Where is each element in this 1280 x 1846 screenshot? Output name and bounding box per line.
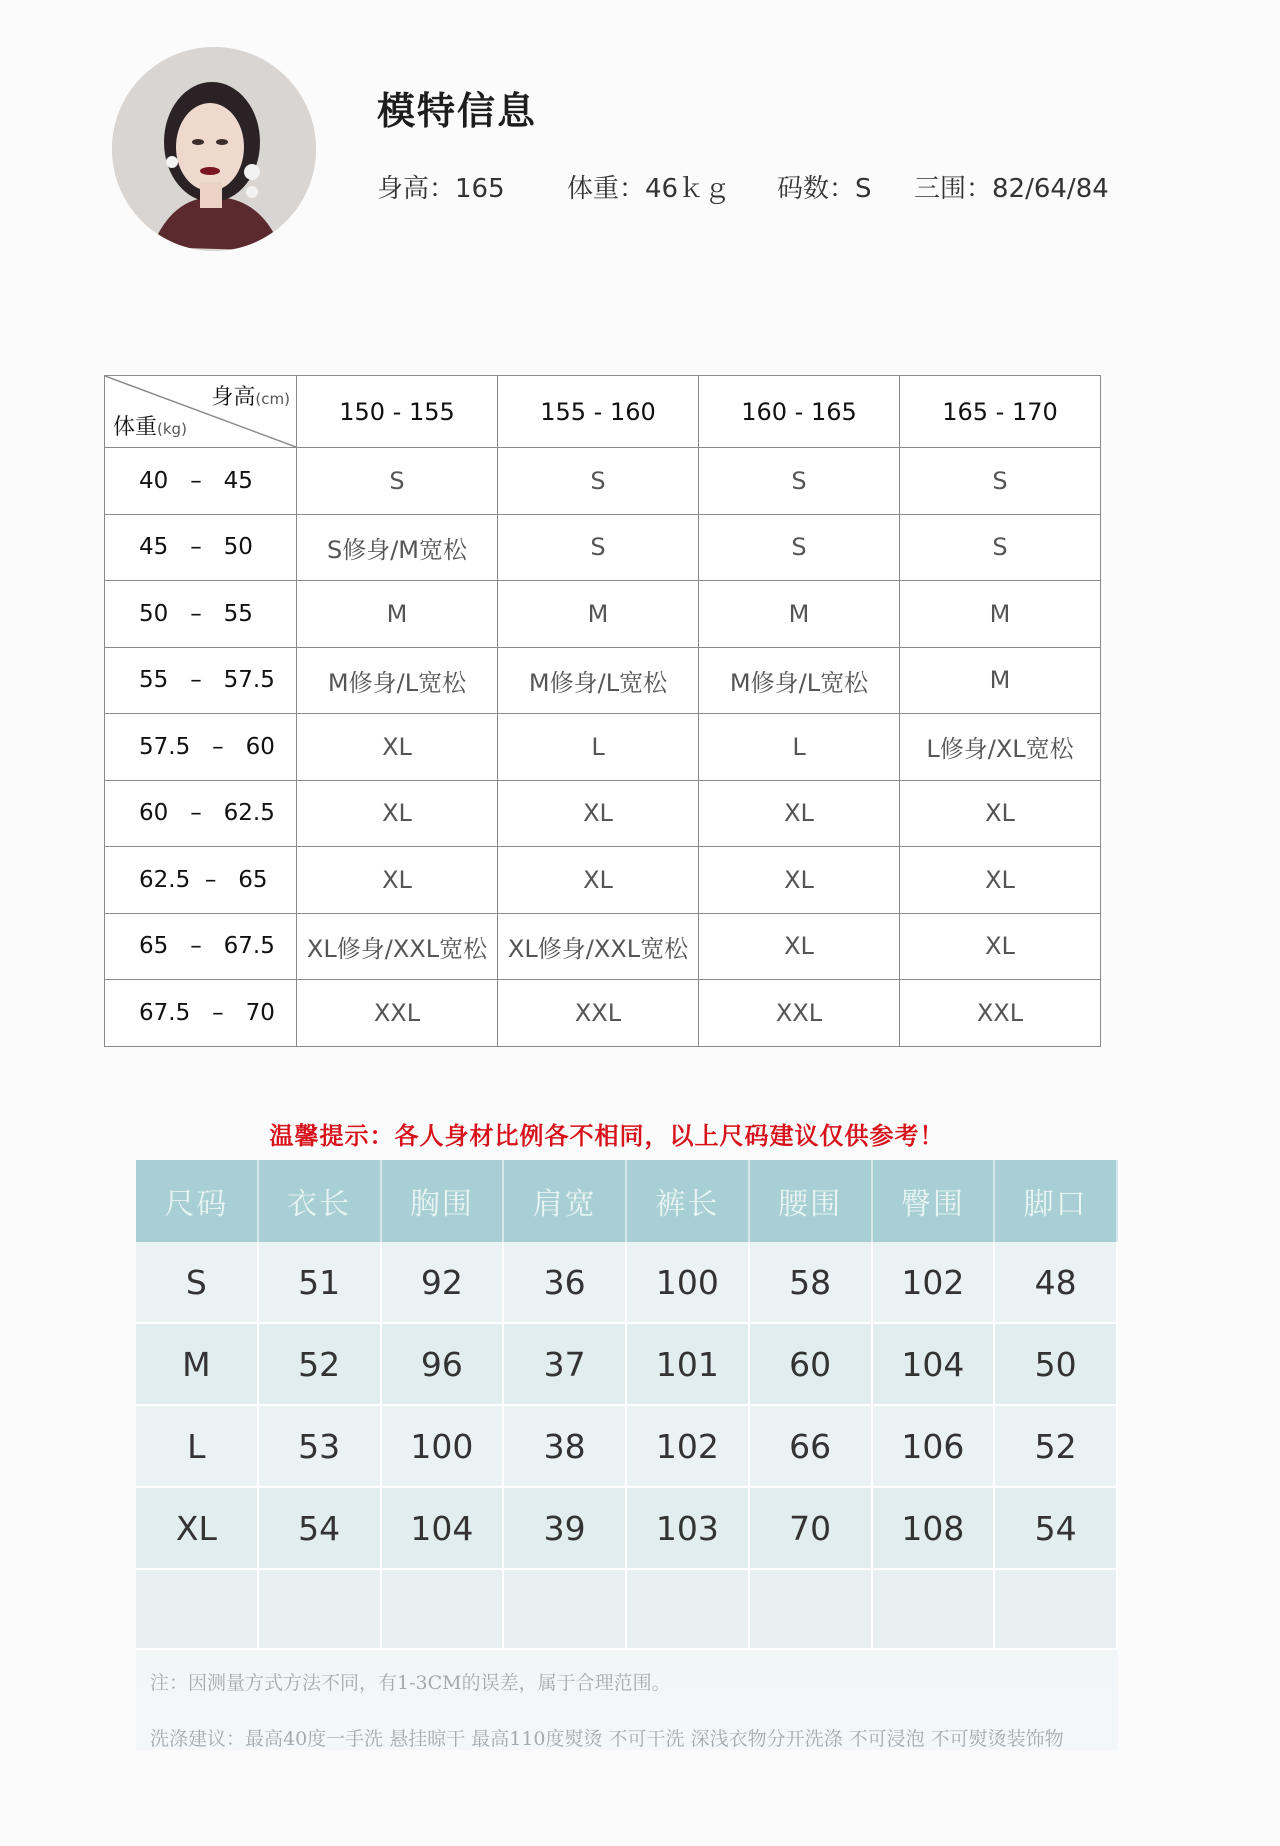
measurement-cell: 53 [259,1406,382,1488]
table-row [136,1242,1118,1324]
measurement-cell: 96 [382,1324,505,1406]
height-range-header: 160 - 165 [699,376,900,448]
measurement-cell: 108 [873,1488,996,1570]
measurement-cell: 103 [627,1488,750,1570]
measurement-cell: 52 [995,1406,1118,1488]
height-range-header: 165 - 170 [900,376,1101,448]
corner-weight-label: 体重(kg) [113,415,187,440]
model-info-title: 模特信息 [377,89,538,133]
table-row [105,714,1101,781]
size-cell: XXL [498,980,699,1047]
size-cell: M修身/L宽松 [699,647,900,714]
measurement-cell: M [136,1324,259,1406]
washing-instructions: 洗涤建议：最高40度一手洗 悬挂晾干 最高110度熨烫 不可干洗 深浅衣物分开洗涤 不可浸泡 不可熨烫装饰物 [150,1728,1064,1750]
size-cell: XL [699,780,900,847]
size-tip-text: 温馨提示：各人身材比例各不相同，以上尺码建议仅供参考！ [269,1121,945,1150]
measurement-cell: 54 [259,1488,382,1570]
size-cell: XL修身/XXL宽松 [498,913,699,980]
table-row [105,581,1101,648]
measurement-cell: XL [136,1488,259,1570]
measurement-header: 尺码 [136,1160,259,1242]
size-cell: XL修身/XXL宽松 [297,913,498,980]
size-cell: XXL [297,980,498,1047]
measurement-cell: 52 [259,1324,382,1406]
table-row-empty [136,1570,1118,1650]
measurement-header: 臀围 [873,1160,996,1242]
table-row [105,913,1101,980]
measurement-header: 裤长 [627,1160,750,1242]
model-photo [112,47,316,251]
table-row [136,1324,1118,1406]
measurement-cell: S [136,1242,259,1324]
table-header-row [105,376,1101,448]
measurement-cell: 70 [750,1488,873,1570]
model-stats [377,168,1109,205]
measurement-cell: 100 [382,1406,505,1488]
size-cell: XL [498,847,699,914]
measurement-header-row [136,1160,1118,1242]
measurement-cell: 104 [382,1488,505,1570]
size-tip [0,1116,1280,1151]
table-row [105,448,1101,515]
size-cell: L [699,714,900,781]
measurement-note: 注：因测量方式方法不同，有1-3CM的误差，属于合理范围。 [150,1672,671,1694]
measurement-cell: 54 [995,1488,1118,1570]
empty-cell [750,1570,873,1650]
measurement-cell: 58 [750,1242,873,1324]
weight-range: 55 – 57.5 [105,647,297,714]
measurement-cell: 37 [504,1324,627,1406]
measurement-header: 肩宽 [504,1160,627,1242]
size-cell: S [699,514,900,581]
size-recommendation-table [104,375,1101,1047]
empty-cell [136,1570,259,1650]
size-cell: M [900,647,1101,714]
measurement-cell: 104 [873,1324,996,1406]
measurement-header: 胸围 [382,1160,505,1242]
table-row [136,1488,1118,1570]
weight-range: 40 – 45 [105,448,297,515]
model-height: 身高：165 [377,174,505,204]
weight-range: 60 – 62.5 [105,780,297,847]
weight-range: 65 – 67.5 [105,913,297,980]
size-cell: XL [699,847,900,914]
measurement-header: 衣长 [259,1160,382,1242]
size-cell: M修身/L宽松 [498,647,699,714]
table-corner-cell [105,376,297,448]
size-cell: L [498,714,699,781]
weight-range: 50 – 55 [105,581,297,648]
table-row [136,1406,1118,1488]
size-cell: XL [699,913,900,980]
size-cell: S [699,448,900,515]
size-cell: M修身/L宽松 [297,647,498,714]
model-measurements: 三围：82/64/84 [914,174,1109,204]
size-cell: XL [900,780,1101,847]
table-row [105,647,1101,714]
size-cell: S [498,448,699,515]
empty-cell [504,1570,627,1650]
empty-cell [382,1570,505,1650]
size-cell: M [699,581,900,648]
measurement-panel [136,1160,1118,1750]
measurement-header: 脚口 [995,1160,1118,1242]
size-cell: XL [297,847,498,914]
measurement-cell: 38 [504,1406,627,1488]
size-cell: XXL [699,980,900,1047]
empty-cell [873,1570,996,1650]
measurement-cell: 102 [627,1406,750,1488]
weight-range: 62.5 – 65 [105,847,297,914]
size-cell: S [900,514,1101,581]
model-avatar [112,47,316,251]
height-range-header: 150 - 155 [297,376,498,448]
table-row [105,514,1101,581]
size-cell: L修身/XL宽松 [900,714,1101,781]
measurement-cell: 60 [750,1324,873,1406]
measurement-cell: 102 [873,1242,996,1324]
weight-range: 57.5 – 60 [105,714,297,781]
measurement-cell: 36 [504,1242,627,1324]
measurement-header: 腰围 [750,1160,873,1242]
size-cell: XL [498,780,699,847]
size-cell: XL [900,847,1101,914]
size-cell: XXL [900,980,1101,1047]
model-weight: 体重：46ｋｇ [567,174,731,204]
measurement-cell: L [136,1406,259,1488]
size-cell: XL [297,714,498,781]
measurement-cell: 106 [873,1406,996,1488]
measurement-cell: 92 [382,1242,505,1324]
weight-range: 45 – 50 [105,514,297,581]
empty-cell [627,1570,750,1650]
size-cell: M [900,581,1101,648]
size-cell: S [498,514,699,581]
size-cell: S [900,448,1101,515]
measurement-cell: 50 [995,1324,1118,1406]
corner-height-label: 身高(cm) [211,385,290,410]
size-cell: M [297,581,498,648]
table-row [105,980,1101,1047]
measurement-cell: 51 [259,1242,382,1324]
measurement-cell: 48 [995,1242,1118,1324]
table-row [105,847,1101,914]
model-size: 码数：S [777,174,872,204]
size-cell: XL [900,913,1101,980]
size-cell: S修身/M宽松 [297,514,498,581]
measurement-cell: 100 [627,1242,750,1324]
empty-cell [995,1570,1118,1650]
measurement-cell: 39 [504,1488,627,1570]
measurement-cell: 101 [627,1324,750,1406]
empty-cell [259,1570,382,1650]
weight-range: 67.5 – 70 [105,980,297,1047]
measurement-table [136,1160,1118,1650]
size-cell: XL [297,780,498,847]
size-cell: S [297,448,498,515]
table-row [105,780,1101,847]
height-range-header: 155 - 160 [498,376,699,448]
measurement-cell: 66 [750,1406,873,1488]
size-cell: M [498,581,699,648]
